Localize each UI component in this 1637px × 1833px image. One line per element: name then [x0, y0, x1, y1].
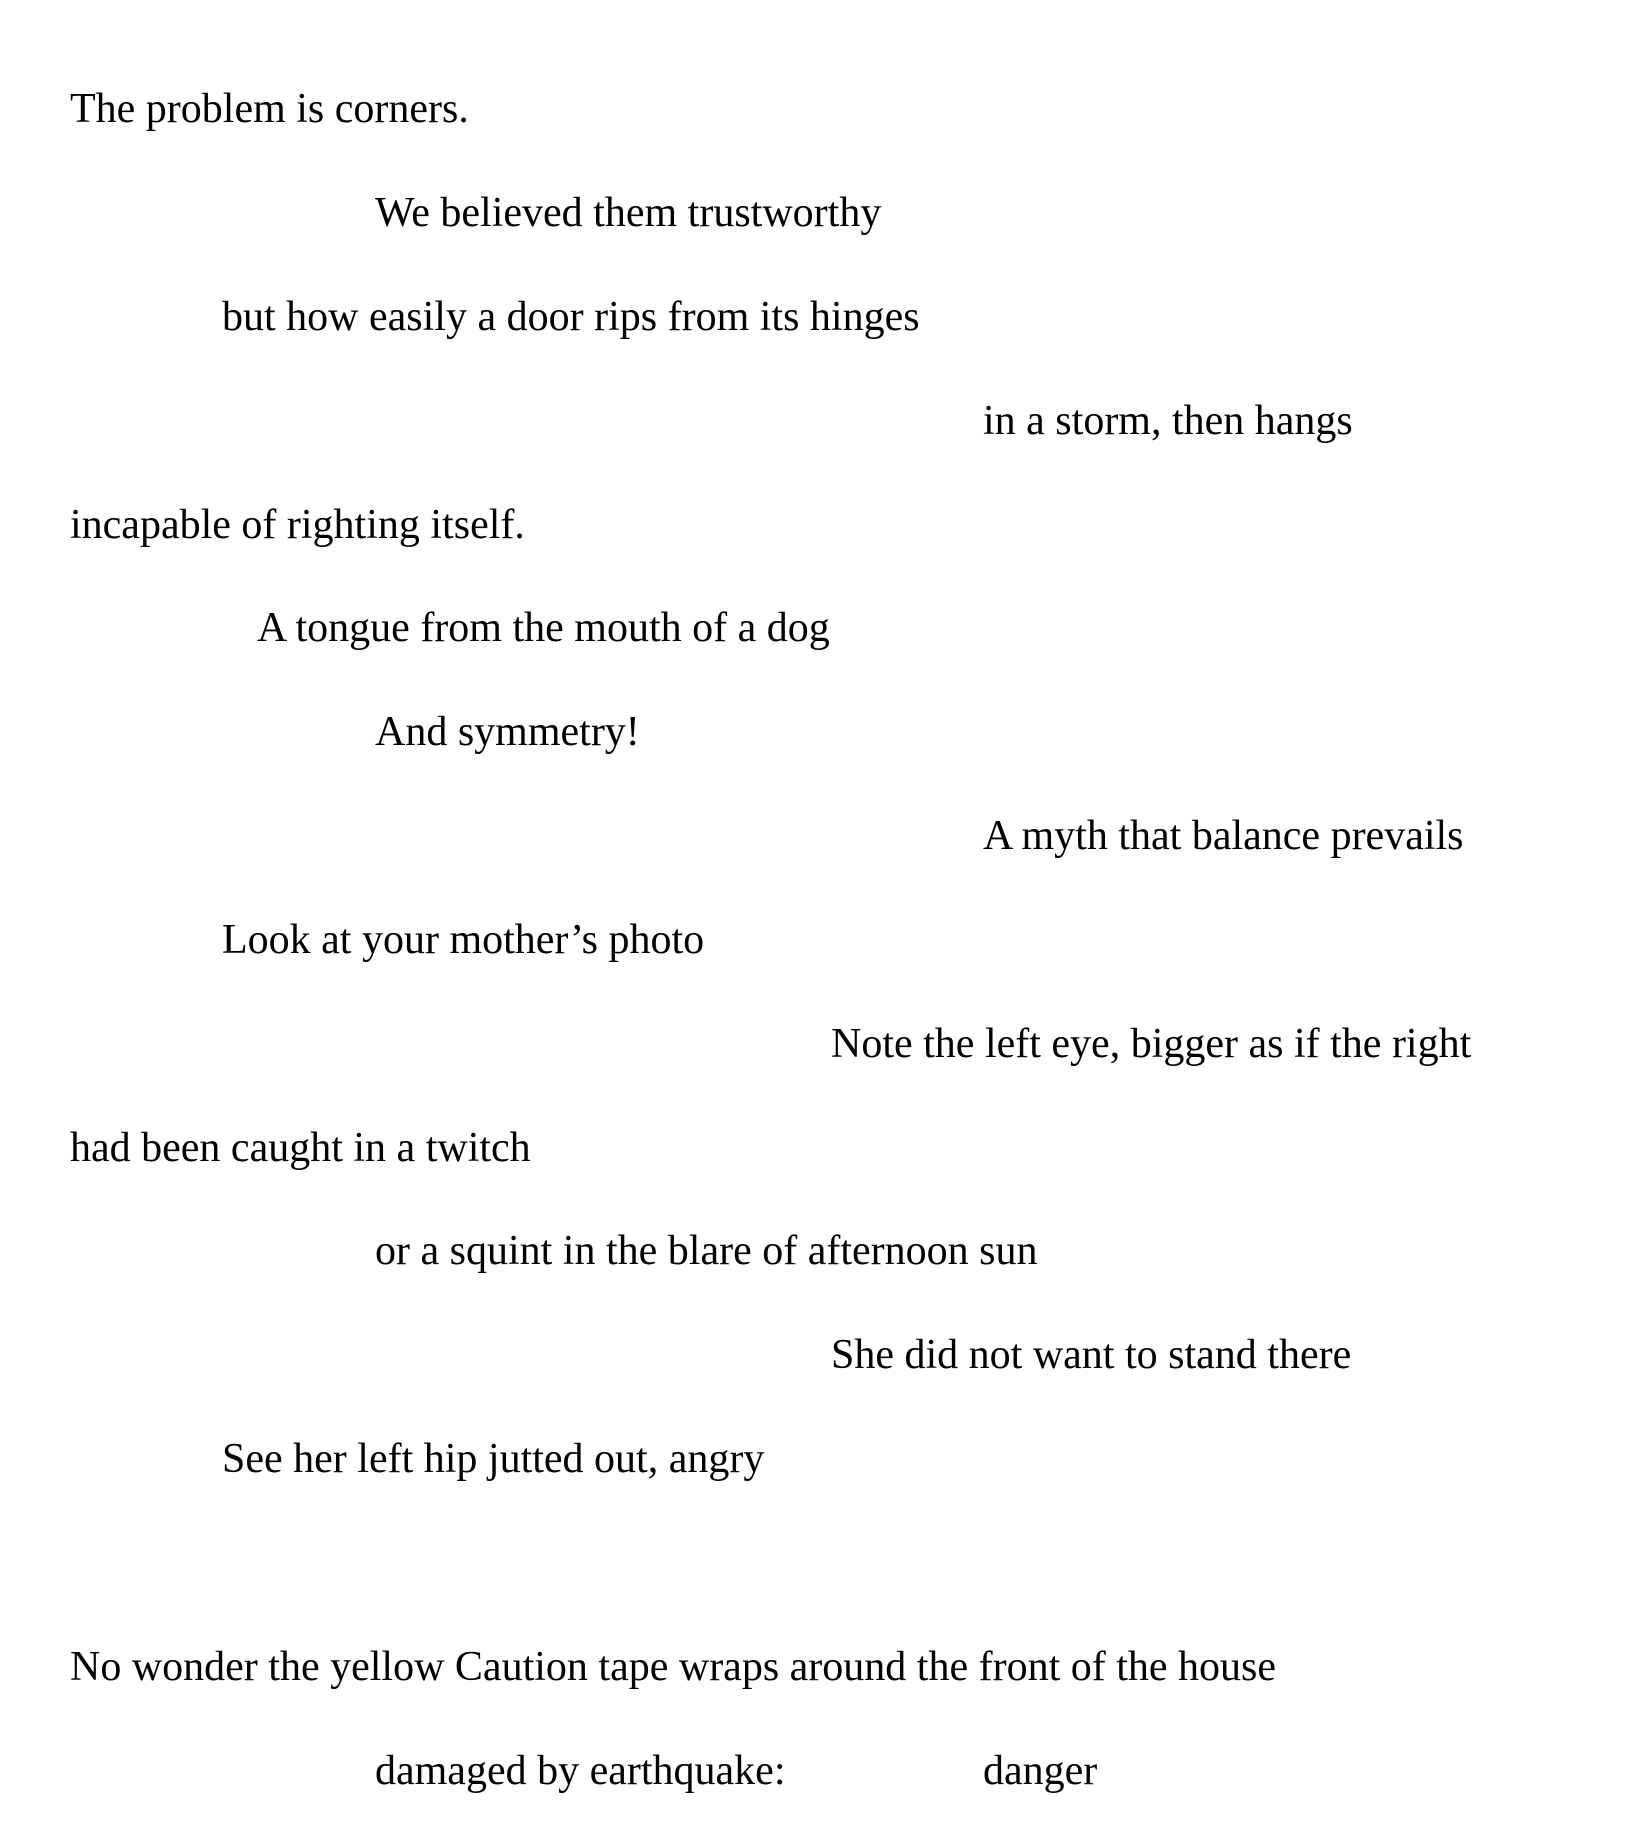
poem-line: Look at your mother’s photo	[222, 917, 705, 963]
poem-line: We believed them trustworthy	[375, 190, 882, 236]
poem-line: but how easily a door rips from its hinges	[222, 294, 920, 340]
poem-line: And symmetry!	[375, 709, 640, 755]
poem-line: in a storm, then hangs	[983, 398, 1353, 444]
poem-line: She did not want to stand there	[831, 1332, 1352, 1378]
poem-line: A myth that balance prevails	[983, 813, 1464, 859]
poem-line: damaged by earthquake:	[375, 1748, 786, 1794]
poem-line: or a squint in the blare of afternoon sun	[375, 1228, 1038, 1274]
poem-line: Note the left eye, bigger as if the right	[831, 1021, 1472, 1067]
poem-line: had been caught in a twitch	[70, 1125, 531, 1171]
poem-line: See her left hip jutted out, angry	[222, 1436, 765, 1482]
poem-line: The problem is corners.	[70, 86, 469, 132]
poem-line: A tongue from the mouth of a dog	[257, 605, 830, 651]
poem-line: No wonder the yellow Caution tape wraps around the front of the house	[70, 1644, 1277, 1690]
poem-line: danger	[983, 1748, 1098, 1794]
poem-line: incapable of righting itself.	[70, 502, 525, 548]
